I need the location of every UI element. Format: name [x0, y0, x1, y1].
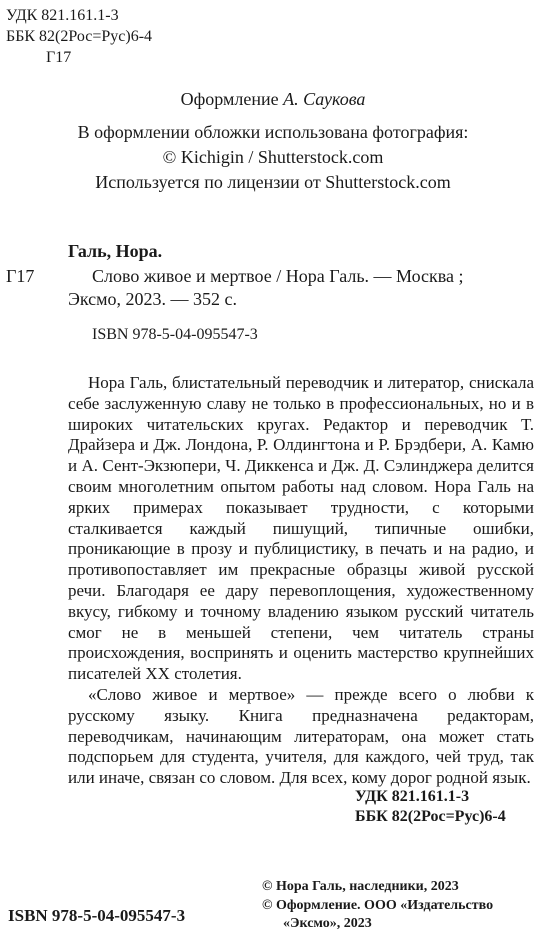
photo-credit-line-2: © Kichigin / Shutterstock.com [162, 147, 384, 167]
design-credit-name: А. Саукова [283, 89, 366, 109]
copyright-author: © Нора Галь, наследники, 2023 [262, 879, 459, 894]
copyright-design-line-1: © Оформление. ООО «Издательство [262, 898, 494, 913]
abstract-paragraph-2: «Слово живое и мертвое» — прежде всего о любви к русскому языку. Книга предназначена редакторам, переводчикам, начинающим литераторам, она может стать подспорьем для студента, учителя, для каждого, чей труд, так или иначе, связан со словом. Для всех, кому дорог родной язык. [68, 684, 534, 788]
copyright-design-line-2: «Эксмо», 2023 [283, 916, 372, 931]
catalog-title-line-1: Слово живое и мертвое / Нора Галь. — Москва ; [92, 266, 464, 286]
udk-code-top: УДК 821.161.1-3 [6, 7, 119, 24]
catalog-author-mark: Г17 [6, 266, 35, 286]
author-mark-top: Г17 [46, 49, 72, 66]
photo-credit-line-1: В оформлении обложки использована фотография: [77, 122, 469, 142]
catalog-title-line-2: Эксмо, 2023. — 352 с. [68, 289, 238, 309]
bbk-code-bottom: ББК 82(2Рос=Рус)6-4 [355, 808, 506, 825]
catalog-author: Галь, Нора. [68, 241, 163, 261]
abstract-paragraph-1: Нора Галь, блистательный переводчик и литератор, снискала себе заслуженную славу не только в профессиональных, но и в широких читательских кругах. Редактор и переводчик Т. Драйзера и Дж. Лондона, Р. Олдингтона и Р. Брэдбери, А. Камю и А. Сент-Экзюпери, Ч. Диккенса и Дж. Д. Сэлинджера делится своим многолетним опытом работы над словом. Нора Галь на ярких примерах показывает трудности, с которыми сталкивается каждый пишущий, типичные ошибки, проникающие в прозу и публицистику, в печать и на радио, и противопоставляет им прекрасные образцы живой русской речи. Благодаря ее дару перевоплощения, художественному вкусу, гибкому и точному владению языком русский читатель смог не в меньшей степени, чем читатель страны происхождения, воспринять и оценить мастерство крупнейших писателей XX столетия. [68, 373, 534, 684]
design-credit [0, 86, 546, 112]
bbk-code-top: ББК 82(2Рос=Рус)6-4 [6, 28, 153, 45]
design-credit-prefix: Оформление [180, 89, 279, 109]
catalog-isbn: ISBN 978-5-04-095547-3 [92, 326, 258, 343]
footer-isbn: ISBN 978-5-04-095547-3 [8, 906, 186, 925]
photo-credit-line-3: Используется по лицензии от Shutterstock.com [95, 172, 451, 192]
abstract [68, 373, 534, 789]
udk-code-bottom: УДК 821.161.1-3 [355, 788, 470, 805]
